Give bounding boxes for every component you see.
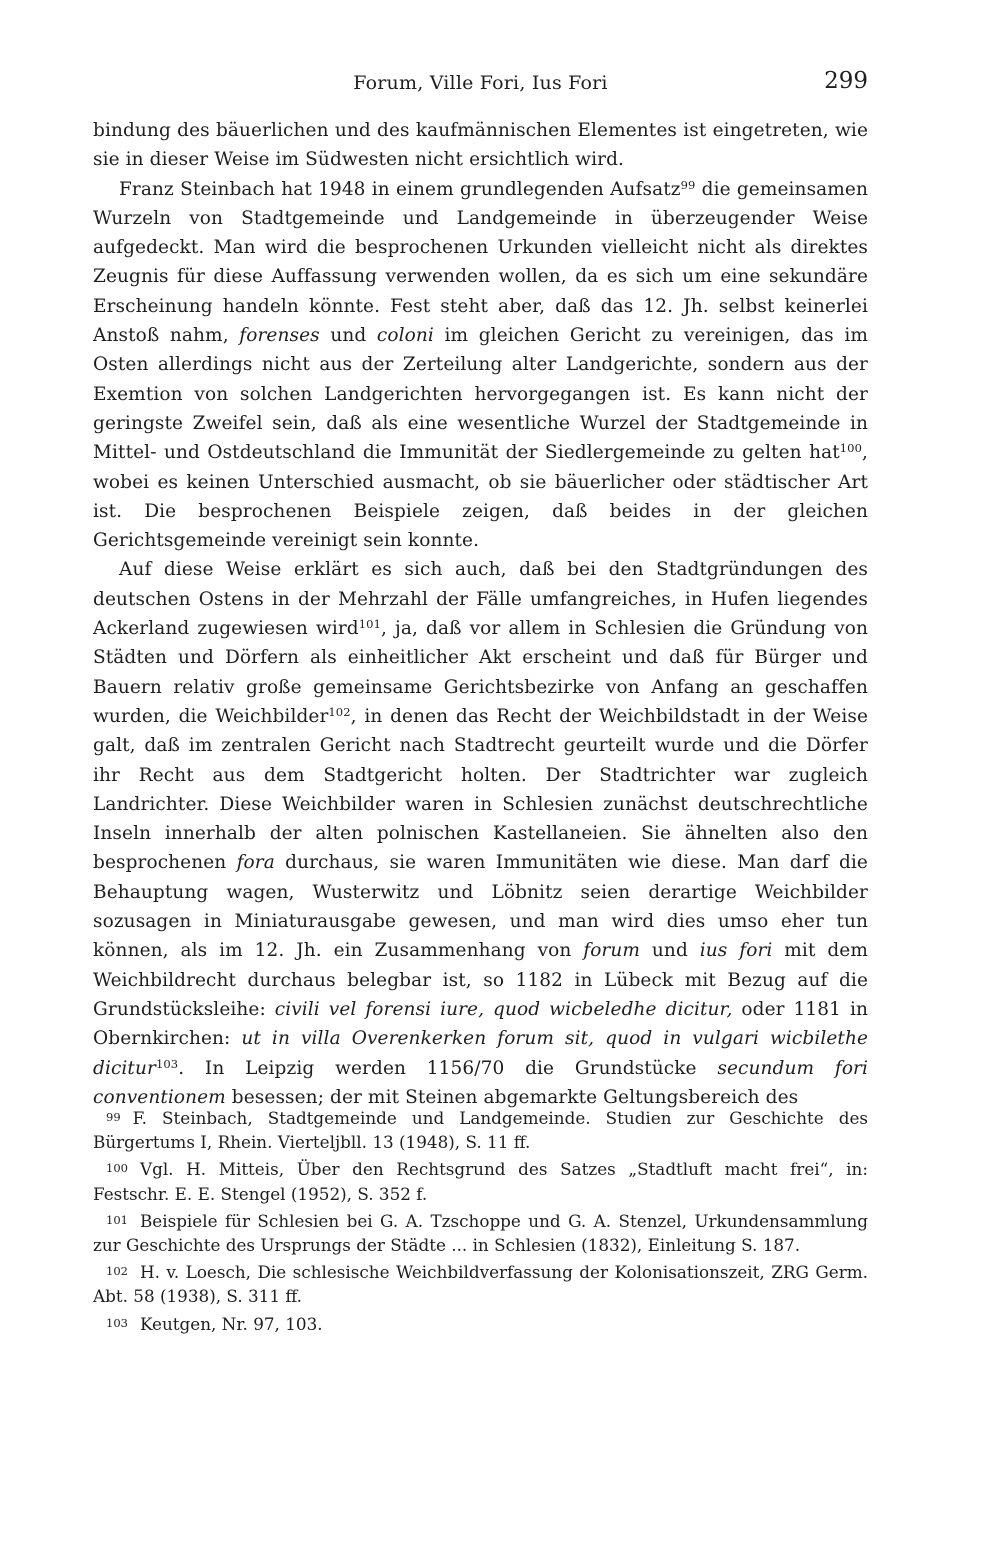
main-text [93, 116, 868, 1112]
footnote [93, 1156, 868, 1205]
footnote-number: 99 [106, 1110, 121, 1124]
italic-term: forenses [239, 325, 320, 347]
footnote-ref-99: 99 [680, 177, 696, 192]
paragraph-2 [93, 175, 868, 556]
footnote-text: Beispiele für Schlesien bei G. A. Tzschoppe und G. A. Stenzel, Urkundensammlung zur Geschichte des Ursprungs der Städte ... in Schlesien (1832), Einleitung S. 187. [93, 1210, 868, 1256]
running-title: Forum, Ville Fori, Ius Fori [353, 72, 608, 94]
text-run: die gemeinsamen Wurzeln von Stadtgemeinde und Landgemeinde in überzeugender Weise aufgedeckt. Man wird die besprochenen Urkunden vielleicht nicht als direktes Zeugnis für diese Auffassung verwenden wollen, da es sich um eine sekundäre Erscheinung handeln könnte. Fest steht aber, daß das 12. Jh. selbst keinerlei Anstoß nahm, [93, 178, 868, 347]
footnote-ref-102: 102 [328, 704, 351, 719]
footnote [93, 1105, 868, 1154]
italic-term: ius fori [699, 940, 773, 962]
footnote-text: H. v. Loesch, Die schlesische Weichbildverfassung der Kolonisationszeit, ZRG Germ. Abt. 58 (1938), S. 311 ff. [93, 1262, 868, 1307]
paragraph-3 [93, 555, 868, 1112]
text-run: , ja, daß vor allem in Schlesien die Gründung von Städten und Dörfern als einheitlicher Akt erscheint und daß für Bürger und Bauern relativ große gemeinsame Gerichtsbezirke von Anfang an geschaffen wurden, die Weichbilder [93, 618, 869, 727]
footnote-ref-103: 103 [155, 1056, 179, 1071]
text-run: oder 1181 in Obernkirchen: [93, 998, 868, 1050]
text-run: . In Leipzig werden 1156/70 die Grundstücke [178, 1057, 718, 1079]
italic-term: forum [583, 940, 641, 962]
footnote [93, 1311, 868, 1336]
footnote-text: F. Steinbach, Stadtgemeinde und Landgemeinde. Studien zur Geschichte des Bürgertums I, Rhein. Vierteljbll. 13 (1948), S. 11 ff. [93, 1108, 868, 1153]
text-run: durchaus, sie waren Immunitäten wie diese. Man darf die Behauptung wagen, Wusterwitz und Löbnitz seien derartige Weichbilder sozusagen in Miniaturausgabe gewesen, und man wird dies umso eher tun können, als im 12. Jh. ein Zusammenhang von [93, 852, 868, 962]
page-number: 299 [824, 68, 868, 94]
footnote-number: 101 [106, 1212, 128, 1227]
footnote-ref-101: 101 [358, 617, 382, 632]
text-run: , wobei es keinen Unterschied ausmacht, ob sie bäuerlicher oder städtischer Art ist. Die besprochenen Beispiele zeigen, daß beides in der gleichen Gerichtsgemeinde vereinigt sein konnte. [93, 442, 868, 552]
text-run: und [640, 940, 700, 962]
footnote-number: 100 [106, 1161, 128, 1176]
text-run: , in denen das Recht der Weichbildstadt in der Weise galt, daß im zentralen Gericht nach Stadtrecht geurteilt wurde und die Dörfer ihr Recht aus dem Stadtgericht holten. Der Stadtrichter war zugleich Landrichter. Diese Weichbilder waren in Schlesien zunächst deutschrechtliche Inseln innerhalb der alten polnischen Kastellaneien. Sie ähnelten also den besprochenen [93, 705, 868, 874]
text-run: Franz Steinbach hat 1948 in einem grundlegenden Aufsatz [119, 178, 681, 200]
italic-term: fora [236, 852, 275, 874]
text-run: bindung des bäuerlichen und des kaufmännischen Elementes ist eingetreten, wie sie in dieser Weise im Südwesten nicht ersichtlich wird. [93, 120, 868, 171]
text-run: Auf diese Weise erklärt es sich auch, daß bei den Stadtgründungen des deutschen Ostens in der Mehrzahl der Fälle umfangreiches, in Hufen liegendes Ackerland zugewiesen wird [93, 559, 868, 640]
paragraph-1 [93, 116, 868, 175]
italic-quote: civili vel forensi iure, quod wicbeledhe dicitur, [274, 998, 733, 1020]
footnote-number: 103 [106, 1315, 128, 1330]
footnote-ref-100: 100 [839, 441, 863, 456]
footnotes [93, 1105, 868, 1338]
page-header [93, 66, 868, 100]
footnote-text: Vgl. H. Mitteis, Über den Rechtsgrund des Satzes „Stadtluft macht frei“, in: Festschr. E. E. Stengel (1952), S. 352 f. [93, 1159, 868, 1204]
text-run: besessen; der mit Steinen abgemarkte Geltungsbereich des [225, 1086, 799, 1108]
text-run: im gleichen Gericht zu vereinigen, das im Osten allerdings nicht aus der Zerteilung alter Landgerichte, sondern aus der Exemtion von solchen Landgerichten hervorgegangen ist. Es kann nicht der geringste Zweifel sein, daß als eine wesentliche Wurzel der Stadtgemeinde in Mittel- und Ostdeutschland die Immunität der Siedlergemeinde zu gelten hat [93, 325, 869, 464]
text-run: mit dem Weichbildrecht durchaus belegbar ist, so 1182 in Lübeck mit Bezug auf die Grundstücksleihe: [93, 940, 868, 1020]
italic-term: coloni [376, 325, 434, 347]
footnote-number: 102 [106, 1264, 128, 1279]
italic-quote: ut in villa Overenkerken forum sit, quod in vulgari wicbilethe dicitur [93, 1028, 869, 1079]
footnote [93, 1259, 868, 1308]
footnote-text: Keutgen, Nr. 97, 103. [139, 1313, 323, 1334]
italic-term: secundum fori conventionem [93, 1057, 869, 1108]
footnote [93, 1208, 868, 1257]
text-run: und [319, 325, 377, 347]
